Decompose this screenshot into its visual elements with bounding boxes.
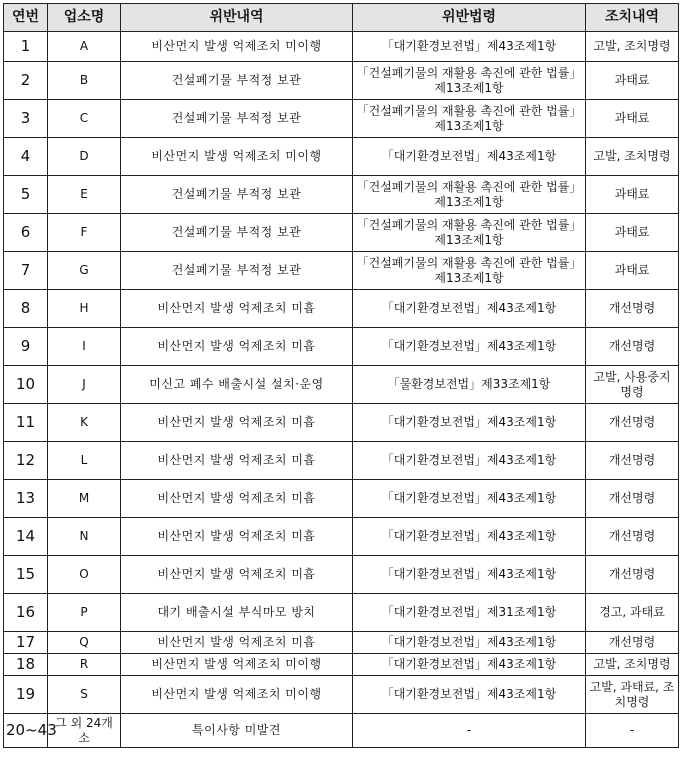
- violated-law: 「건설폐기물의 재활용 촉진에 관한 법률」제13조제1항: [353, 176, 586, 214]
- table-row: [4, 518, 679, 556]
- row-number: 17: [4, 632, 48, 654]
- action-taken: 개선명령: [586, 290, 679, 328]
- action-taken: 고발, 조치명령: [586, 32, 679, 62]
- header-violation: 위반내역: [121, 4, 353, 32]
- table-row: [4, 714, 679, 748]
- row-number: 15: [4, 556, 48, 594]
- row-number: 2: [4, 62, 48, 100]
- violation-detail: 비산먼지 발생 억제조치 미흡: [121, 328, 353, 366]
- header-action: 조치내역: [586, 4, 679, 32]
- action-taken: 개선명령: [586, 518, 679, 556]
- row-number: 18: [4, 654, 48, 676]
- row-number: 16: [4, 594, 48, 632]
- row-number: 8: [4, 290, 48, 328]
- business-name: N: [48, 518, 121, 556]
- row-number: 20~43: [4, 714, 48, 748]
- table-row: [4, 328, 679, 366]
- violation-detail: 비산먼지 발생 억제조치 미이행: [121, 676, 353, 714]
- row-number: 6: [4, 214, 48, 252]
- violated-law: 「대기환경보전법」제43조제1항: [353, 654, 586, 676]
- business-name: S: [48, 676, 121, 714]
- violation-detail: 비산먼지 발생 억제조치 미흡: [121, 442, 353, 480]
- business-name: C: [48, 100, 121, 138]
- business-name: F: [48, 214, 121, 252]
- business-name: I: [48, 328, 121, 366]
- action-taken: 개선명령: [586, 328, 679, 366]
- row-number: 19: [4, 676, 48, 714]
- violated-law: 「대기환경보전법」제31조제1항: [353, 594, 586, 632]
- action-taken: 과태료: [586, 176, 679, 214]
- violated-law: 「건설폐기물의 재활용 촉진에 관한 법률」제13조제1항: [353, 214, 586, 252]
- header-no: 연번: [4, 4, 48, 32]
- business-name: B: [48, 62, 121, 100]
- business-name: M: [48, 480, 121, 518]
- violation-detail: 건설폐기물 부적정 보관: [121, 176, 353, 214]
- table-row: [4, 290, 679, 328]
- violation-detail: 비산먼지 발생 억제조치 미이행: [121, 32, 353, 62]
- table-row: [4, 100, 679, 138]
- action-taken: 과태료: [586, 62, 679, 100]
- business-name: A: [48, 32, 121, 62]
- violated-law: 「대기환경보전법」제43조제1항: [353, 328, 586, 366]
- row-number: 12: [4, 442, 48, 480]
- violated-law: 「대기환경보전법」제43조제1항: [353, 32, 586, 62]
- table-row: [4, 252, 679, 290]
- business-name: G: [48, 252, 121, 290]
- business-name: P: [48, 594, 121, 632]
- table-row: [4, 442, 679, 480]
- violated-law: 「대기환경보전법」제43조제1항: [353, 676, 586, 714]
- table-row: [4, 404, 679, 442]
- action-taken: 개선명령: [586, 442, 679, 480]
- violated-law: 「대기환경보전법」제43조제1항: [353, 632, 586, 654]
- violation-detail: 건설폐기물 부적정 보관: [121, 214, 353, 252]
- action-taken: 개선명령: [586, 404, 679, 442]
- action-taken: 고발, 과태료, 조치명령: [586, 676, 679, 714]
- violation-detail: 비산먼지 발생 억제조치 미이행: [121, 138, 353, 176]
- violations-table: [3, 3, 679, 748]
- violated-law: 「대기환경보전법」제43조제1항: [353, 556, 586, 594]
- violation-detail: 대기 배출시설 부식마모 방치: [121, 594, 353, 632]
- violation-detail: 특이사항 미발견: [121, 714, 353, 748]
- business-name: O: [48, 556, 121, 594]
- violated-law: 「대기환경보전법」제43조제1항: [353, 404, 586, 442]
- violation-detail: 비산먼지 발생 억제조치 미흡: [121, 556, 353, 594]
- row-number: 7: [4, 252, 48, 290]
- violation-detail: 건설폐기물 부적정 보관: [121, 252, 353, 290]
- violation-detail: 비산먼지 발생 억제조치 미흡: [121, 480, 353, 518]
- table-row: [4, 632, 679, 654]
- row-number: 1: [4, 32, 48, 62]
- business-name: E: [48, 176, 121, 214]
- header-row: [4, 4, 679, 32]
- table-row: [4, 214, 679, 252]
- action-taken: 과태료: [586, 252, 679, 290]
- violation-detail: 비산먼지 발생 억제조치 미이행: [121, 654, 353, 676]
- action-taken: 경고, 과태료: [586, 594, 679, 632]
- row-number: 13: [4, 480, 48, 518]
- business-name: J: [48, 366, 121, 404]
- business-name: Q: [48, 632, 121, 654]
- violation-detail: 비산먼지 발생 억제조치 미흡: [121, 518, 353, 556]
- row-number: 9: [4, 328, 48, 366]
- row-number: 14: [4, 518, 48, 556]
- violation-detail: 건설폐기물 부적정 보관: [121, 62, 353, 100]
- row-number: 11: [4, 404, 48, 442]
- table-row: [4, 366, 679, 404]
- table-body: [4, 32, 679, 748]
- action-taken: -: [586, 714, 679, 748]
- header-law: 위반법령: [353, 4, 586, 32]
- table-row: [4, 654, 679, 676]
- violated-law: 「건설폐기물의 재활용 촉진에 관한 법률」제13조제1항: [353, 62, 586, 100]
- action-taken: 고발, 조치명령: [586, 138, 679, 176]
- action-taken: 고발, 조치명령: [586, 654, 679, 676]
- action-taken: 개선명령: [586, 632, 679, 654]
- violated-law: 「대기환경보전법」제43조제1항: [353, 138, 586, 176]
- violated-law: 「건설폐기물의 재활용 촉진에 관한 법률」제13조제1항: [353, 252, 586, 290]
- violated-law: -: [353, 714, 586, 748]
- table-row: [4, 594, 679, 632]
- business-name: 그 외 24개소: [48, 714, 121, 748]
- violation-detail: 비산먼지 발생 억제조치 미흡: [121, 290, 353, 328]
- table-row: [4, 480, 679, 518]
- business-name: R: [48, 654, 121, 676]
- row-number: 3: [4, 100, 48, 138]
- business-name: L: [48, 442, 121, 480]
- action-taken: 개선명령: [586, 556, 679, 594]
- violated-law: 「건설폐기물의 재활용 촉진에 관한 법률」제13조제1항: [353, 100, 586, 138]
- row-number: 5: [4, 176, 48, 214]
- violation-detail: 비산먼지 발생 억제조치 미흡: [121, 632, 353, 654]
- violated-law: 「대기환경보전법」제43조제1항: [353, 518, 586, 556]
- action-taken: 개선명령: [586, 480, 679, 518]
- table-row: [4, 62, 679, 100]
- business-name: H: [48, 290, 121, 328]
- action-taken: 과태료: [586, 214, 679, 252]
- table-row: [4, 32, 679, 62]
- row-number: 10: [4, 366, 48, 404]
- violation-detail: 미신고 폐수 배출시설 설치·운영: [121, 366, 353, 404]
- header-business-name: 업소명: [48, 4, 121, 32]
- row-number: 4: [4, 138, 48, 176]
- table-row: [4, 676, 679, 714]
- table-row: [4, 138, 679, 176]
- violated-law: 「대기환경보전법」제43조제1항: [353, 480, 586, 518]
- violated-law: 「대기환경보전법」제43조제1항: [353, 290, 586, 328]
- action-taken: 고발, 사용중지명령: [586, 366, 679, 404]
- table-row: [4, 556, 679, 594]
- violated-law: 「대기환경보전법」제43조제1항: [353, 442, 586, 480]
- business-name: K: [48, 404, 121, 442]
- violation-detail: 건설폐기물 부적정 보관: [121, 100, 353, 138]
- table-row: [4, 176, 679, 214]
- action-taken: 과태료: [586, 100, 679, 138]
- business-name: D: [48, 138, 121, 176]
- violated-law: 「물환경보전법」제33조제1항: [353, 366, 586, 404]
- violation-detail: 비산먼지 발생 억제조치 미흡: [121, 404, 353, 442]
